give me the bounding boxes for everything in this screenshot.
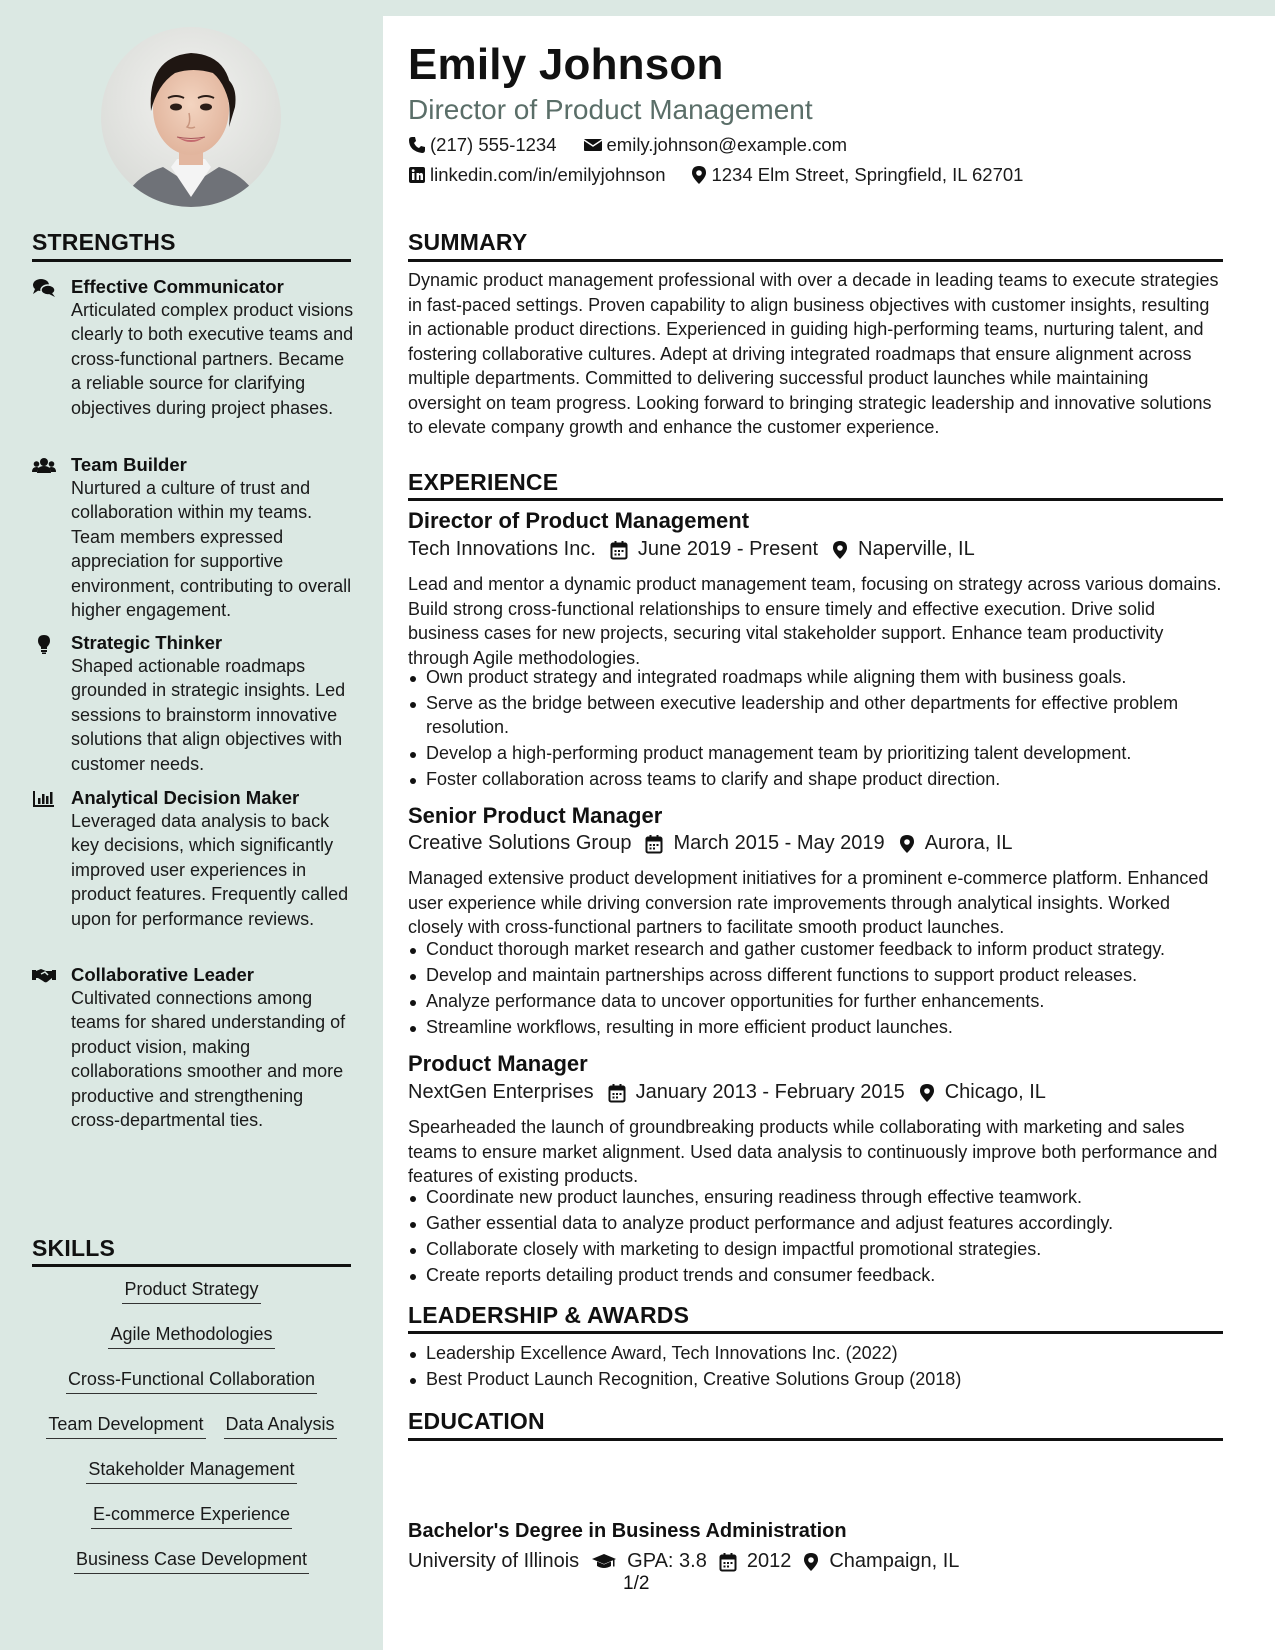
job-location-text: Aurora, IL — [924, 832, 1013, 854]
map-pin-icon — [899, 834, 915, 854]
award-item: Best Product Launch Recognition, Creative Solutions Group (2018) — [408, 1368, 1223, 1392]
job-location — [832, 538, 975, 561]
job-dates — [610, 538, 818, 561]
map-pin-icon — [803, 1552, 819, 1572]
job-location — [919, 1081, 1046, 1104]
job-dates-text: March 2015 - May 2019 — [673, 832, 885, 854]
strength-desc: Articulated complex product visions clearly to both executive teams and cross-functional partners. Became a reliable source for clarifying objectives during project phases. — [71, 300, 354, 418]
job-bullet: Gather essential data to analyze product performance and adjust features accordingly. — [408, 1212, 1223, 1236]
job-dates — [645, 832, 884, 855]
job-description: Managed extensive product development initiatives for a prominent e-commerce platform. Enhanced user experience while driving conversion rate improvements through analytical insights. Worked closely with cross-functional partners to facilitate smooth product launches. — [408, 868, 1209, 937]
calendar-icon — [608, 1083, 626, 1103]
strength-desc: Cultivated connections among teams for shared understanding of product vision, making collaborations smoother and more productive and strengthening cross-departmental ties. — [71, 988, 346, 1131]
summary-rule — [408, 259, 1223, 262]
job-bullet: Streamline workflows, resulting in more efficient product launches. — [408, 1016, 1223, 1040]
skills-list — [32, 1278, 351, 1593]
top-strip — [0, 0, 1275, 16]
job-description: Spearheaded the launch of groundbreaking products while collaborating with marketing and sales teams to ensure market alignment. Used data analysis to continuously improve both performance and features of existing products. — [408, 1117, 1218, 1186]
job-location-text: Chicago, IL — [944, 1081, 1046, 1103]
skills-rule — [32, 1264, 351, 1267]
job-location-text: Naperville, IL — [858, 538, 975, 560]
job-bullets — [408, 666, 1223, 794]
job-meta — [408, 1081, 1060, 1104]
linkedin-icon — [408, 166, 426, 184]
strength-title: Collaborative Leader — [71, 964, 255, 985]
job-dates-text: January 2013 - February 2015 — [635, 1081, 905, 1103]
calendar-icon — [645, 834, 663, 854]
phone-text: (217) 555-1234 — [430, 134, 557, 155]
job-bullet: Collaborate closely with marketing to design impactful promotional strategies. — [408, 1238, 1223, 1262]
users-icon — [32, 456, 56, 476]
job-bullets — [408, 938, 1223, 1042]
education-degree: Bachelor's Degree in Business Administration — [408, 1520, 847, 1542]
skill-tag: Agile Methodologies — [108, 1323, 274, 1349]
education-year-text: 2012 — [746, 1550, 792, 1572]
contact-row — [408, 134, 873, 156]
experience-heading: EXPERIENCE — [408, 469, 559, 495]
handshake-icon — [32, 966, 56, 986]
phone-icon — [408, 136, 426, 154]
job-dates-text: June 2019 - Present — [637, 538, 819, 560]
lightbulb-icon — [32, 634, 56, 654]
education-location — [803, 1550, 959, 1573]
skill-tag: Team Development — [46, 1413, 205, 1439]
address-text: 1234 Elm Street, Springfield, IL 62701 — [711, 164, 1024, 185]
person-name: Emily Johnson — [408, 40, 724, 89]
strength-title: Team Builder — [71, 454, 187, 475]
education-location-text: Champaign, IL — [829, 1550, 960, 1572]
job-bullet: Create reports detailing product trends and consumer feedback. — [408, 1264, 1223, 1288]
job-meta — [408, 538, 989, 561]
page-number: 1/2 — [623, 1573, 650, 1594]
summary-text: Dynamic product management professional with over a decade in leading teams to execute strategies in fast-paced settings. Proven capability to align business objectives with customer insights, resulting in actionable product directions. Experienced in guiding high-performing teams, nurturing talent, and fostering collaborative cultures. Adept at driving integrated roadmaps that ensure alignment across multiple departments. Committed to delivering successful product launches while maintaining oversight on team progress. Looking forward to bringing strategic leadership and innovative solutions to elevate company growth and enhance the customer experience. — [408, 270, 1219, 437]
job-bullets — [408, 1186, 1223, 1290]
calendar-icon — [719, 1552, 737, 1572]
job-bullet: Conduct thorough market research and gather customer feedback to inform product strategy. — [408, 938, 1223, 962]
job-title: Senior Product Manager — [408, 803, 663, 828]
strength-item — [32, 963, 357, 1132]
strength-desc: Shaped actionable roadmaps grounded in strategic insights. Led sessions to brainstorm innovative solutions that align objectives with customer needs. — [71, 656, 346, 774]
job-bullet: Foster collaboration across teams to clarify and shape product direction. — [408, 768, 1223, 792]
strength-desc: Leveraged data analysis to back key decisions, which significantly improved user experiences in product features. Frequently called upon for performance reviews. — [71, 811, 349, 929]
strength-item — [32, 631, 357, 776]
strengths-rule — [32, 259, 351, 262]
education-school: University of Illinois — [408, 1550, 580, 1572]
linkedin-contact[interactable] — [408, 164, 665, 186]
profile-photo — [101, 27, 281, 207]
job-company: Creative Solutions Group — [408, 832, 632, 854]
map-pin-icon — [691, 165, 707, 185]
awards-list — [408, 1342, 1223, 1394]
main-content — [383, 16, 1275, 1650]
job-bullet: Coordinate new product launches, ensuring readiness through effective teamwork. — [408, 1186, 1223, 1210]
skill-tag: Data Analysis — [224, 1413, 337, 1439]
education-year — [719, 1550, 792, 1573]
job-bullet: Develop a high-performing product management team by prioritizing talent development. — [408, 742, 1223, 766]
education-gpa — [591, 1550, 707, 1573]
skill-tag: E-commerce Experience — [91, 1503, 292, 1529]
education-gpa-text: GPA: 3.8 — [627, 1550, 707, 1572]
strength-desc: Nurtured a culture of trust and collaboration within my teams. Team members expressed appreciation for supportive environment, contributing to overall higher engagement. — [71, 478, 352, 621]
award-item: Leadership Excellence Award, Tech Innovations Inc. (2022) — [408, 1342, 1223, 1366]
skill-tag: Business Case Development — [74, 1548, 309, 1574]
strengths-heading: STRENGTHS — [32, 229, 176, 255]
education-rule — [408, 1438, 1223, 1441]
job-company: NextGen Enterprises — [408, 1081, 594, 1103]
job-company: Tech Innovations Inc. — [408, 538, 596, 560]
comments-icon — [32, 278, 56, 298]
job-dates — [608, 1081, 905, 1104]
bar-chart-icon — [32, 789, 56, 809]
job-bullet: Develop and maintain partnerships across different functions to support product releases. — [408, 964, 1223, 988]
job-bullet: Own product strategy and integrated roadmaps while aligning them with business goals. — [408, 666, 1223, 690]
job-bullet: Analyze performance data to uncover opportunities for further enhancements. — [408, 990, 1223, 1014]
person-role: Director of Product Management — [408, 94, 813, 125]
strength-title: Analytical Decision Maker — [71, 787, 300, 808]
job-title: Director of Product Management — [408, 508, 750, 533]
strength-item — [32, 786, 357, 931]
skills-heading: SKILLS — [32, 1235, 115, 1261]
email-contact[interactable] — [583, 134, 848, 156]
awards-heading: LEADERSHIP & AWARDS — [408, 1302, 690, 1328]
envelope-icon — [583, 137, 603, 153]
awards-rule — [408, 1331, 1223, 1334]
linkedin-text[interactable]: linkedin.com/in/emilyjohnson — [430, 164, 666, 185]
strength-item — [32, 453, 357, 622]
job-description: Lead and mentor a dynamic product management team, focusing on strategy across various domains. Build strong cross-functional relationships to ensure timely and effective execution. Drive solid business cases for new projects, securing vital stakeholder support. Enhance team productivity through Agile methodologies. — [408, 574, 1222, 668]
calendar-icon — [610, 540, 628, 560]
job-meta — [408, 832, 1027, 855]
email-text[interactable]: emily.johnson@example.com — [606, 134, 848, 155]
job-bullet: Serve as the bridge between executive leadership and other departments for effective problem resolution. — [408, 692, 1223, 739]
skill-tag: Cross-Functional Collaboration — [66, 1368, 317, 1394]
strength-title: Strategic Thinker — [71, 632, 223, 653]
skill-tag: Stakeholder Management — [86, 1458, 296, 1484]
map-pin-icon — [919, 1083, 935, 1103]
map-pin-icon — [832, 540, 848, 560]
graduation-cap-icon — [591, 1553, 617, 1571]
experience-rule — [408, 498, 1223, 501]
job-location — [899, 832, 1013, 855]
strength-item — [32, 275, 357, 420]
contact-row — [408, 164, 1049, 186]
strength-title: Effective Communicator — [71, 276, 284, 297]
skill-tag: Product Strategy — [122, 1278, 260, 1304]
education-meta — [408, 1550, 971, 1573]
summary-heading: SUMMARY — [408, 229, 528, 255]
education-heading: EDUCATION — [408, 1408, 545, 1434]
job-title: Product Manager — [408, 1051, 588, 1076]
phone-contact — [408, 134, 557, 156]
address-contact — [691, 164, 1023, 186]
